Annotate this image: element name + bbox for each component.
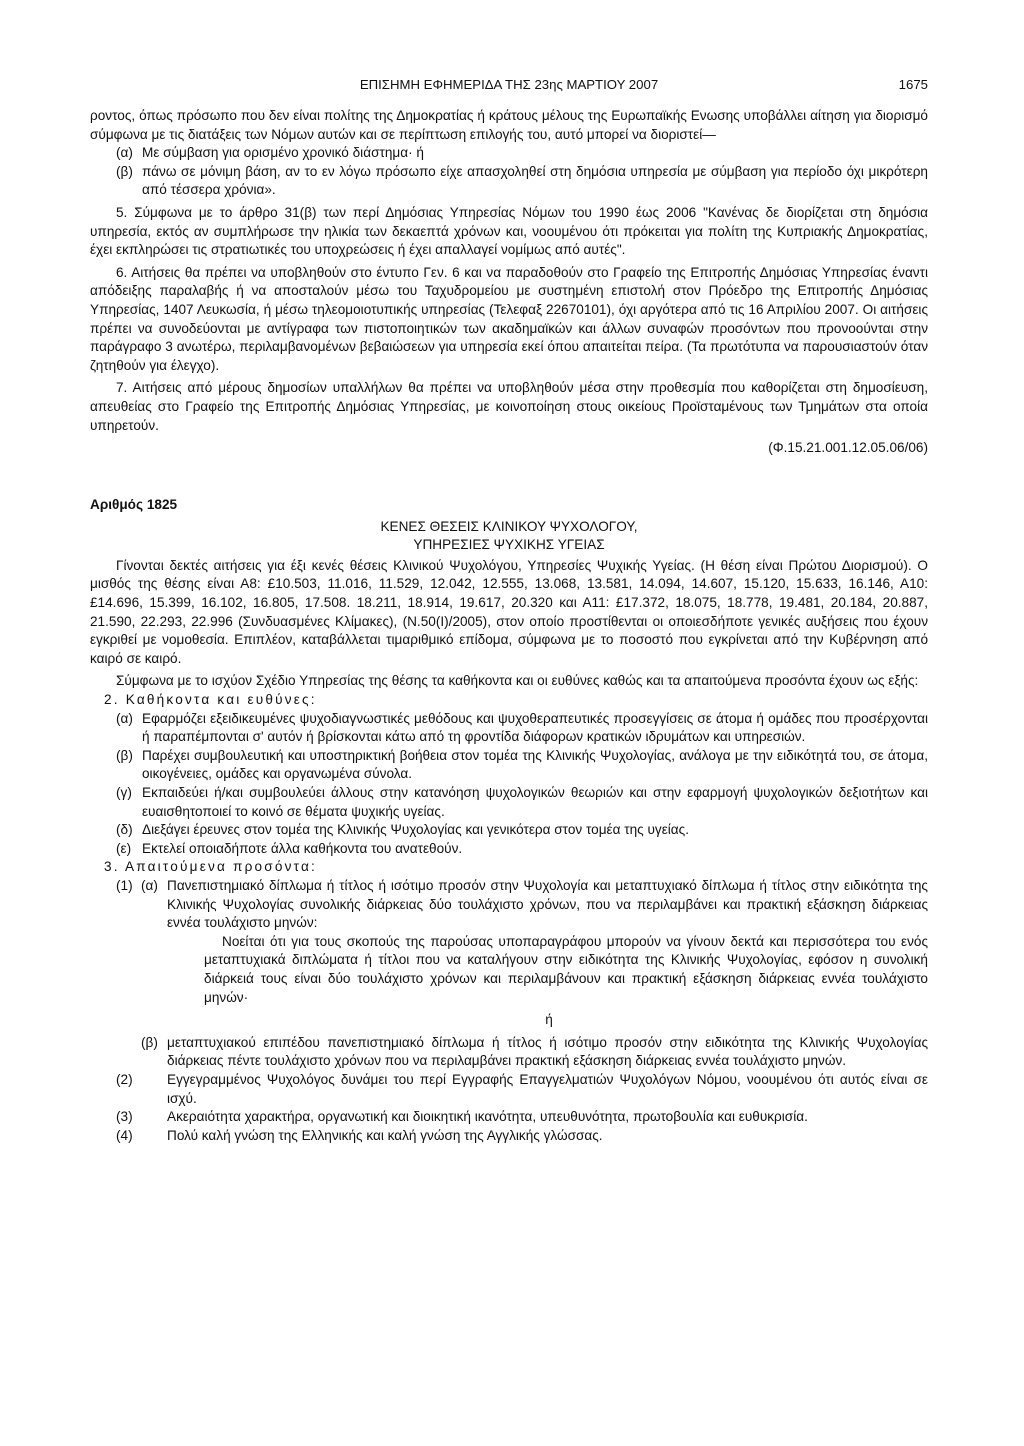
duty-item-a	[90, 710, 928, 747]
notice-title-line-1: ΚΕΝΕΣ ΘΕΣΕΙΣ ΚΛΙΝΙΚΟΥ ΨΥΧΟΛΟΓΟΥ,	[380, 518, 638, 534]
duty-item-c	[90, 784, 928, 821]
item-label: (γ)	[116, 785, 132, 800]
intro-paragraph: ροντος, όπως πρόσωπο που δεν είναι πολίτης της Δημοκρατίας ή κράτους μέλους της Ευρωπαϊκής Ενωσης υποβάλλει αίτηση για διορισμό σύμφωνα με τις διατάξεις των Νόμων αυτών και σε περίπτωση επιλογής του, αυτό μπορεί να διοριστεί—	[90, 108, 928, 142]
notice-title-line-2: ΥΠΗΡΕΣΙΕΣ ΨΥΧΙΚΗΣ ΥΓΕΙΑΣ	[413, 537, 605, 553]
notice-paragraph-1: Γίνονται δεκτές αιτήσεις για έξι κενές θέσεις Κλινικού Ψυχολόγου, Υπηρεσίες Ψυχικής Υγείας. (Η θέση είναι Πρώτου Διορισμού). Ο μισθός της θέσης είναι Α8: £10.503, 11.016, 11.529, 12.042, 12.555, 13.068, 13.581, 14.094, 14.607, 15.120, 15.633, 16.146, Α10: £14.696, 15.399, 16.102, 16.805, 17.508. 18.211, 18.914, 19.617, 20.320 και Α11: £17.372, 18.075, 18.778, 19.481, 20.184, 20.887, 21.590, 22.293, 22.996 (Συνδυασμένες Κλίμακες), (Ν.50(Ι)/2005), στον οποίο προστίθενται οι οποιεσδήποτε γενικές αυξήσεις που έχουν εγκριθεί με νομοθεσία. Επιπλέον, καταβάλλεται τιμαριθμικό επίδομα, σύμφωνα με το ποσοστό που εγκρίνεται από την Κυβέρνηση από καιρό σε καιρό.	[90, 557, 928, 666]
notice-paragraph-2: Σύμφωνα με το ισχύον Σχέδιο Υπηρεσίας της θέσης τα καθήκοντα και οι ευθύνες καθώς και τα απαιτούμενα προσόντα έχουν ως εξής:	[116, 673, 919, 689]
intro-item-b	[90, 163, 928, 200]
paragraph-5: 5. Σύμφωνα με το άρθρο 31(β) των περί Δημόσιας Υπηρεσίας Νόμων του 1990 έως 2006 "Κανένας δε διορίζεται στη δημόσια υπηρεσία, εκτός αν συμπλήρωσε την ηλικία των δεκαεπτά χρόνων και, νοουμένου ότι πρόκειται για πολίτη της Κυπριακής Δημοκρατίας, έχει εκπληρώσει τις στρατιωτικές του υποχρεώσεις ή έχει απαλλαγεί νομίμως από αυτές".	[90, 204, 928, 258]
duty-item-b	[90, 747, 928, 784]
item-text: Παρέχει συμβουλευτική και υποστηρικτική βοήθεια στον τομέα της Κλινικής Ψυχολογίας, ανάλογα με την ειδικότητά του, σε άτομα, οικογένειες, ομάδες και οργανωμένα σύνολα.	[142, 747, 928, 782]
qualification-sub-label: (β)	[141, 1034, 158, 1050]
qualification-text: Εγγεγραμμένος Ψυχολόγος δυνάμει του περί Εγγραφής Επαγγελματιών Ψυχολόγων Νόμου, νοουμένου ότι αυτός είναι σε ισχύ.	[167, 1071, 928, 1106]
duty-item-d	[90, 821, 928, 840]
qualification-number: (3)	[116, 1109, 133, 1125]
item-text: Με σύμβαση για ορισμένο χρονικό διάστημα· ή	[142, 145, 424, 161]
document-page	[90, 76, 928, 1145]
item-text: Εκπαιδεύει ή/και συμβουλεύει άλλους στην κατανόηση ψυχολογικών θεωριών και στην εφαρμογή ψυχολογικών δεξιοτήτων και ευαισθητοποιεί το κοινό σε θέματα ψυχικής υγείας.	[142, 785, 928, 819]
intro-item-a	[90, 144, 928, 163]
item-text: Διεξάγει έρευνες στον τομέα της Κλινικής Ψυχολογίας και γενικότερα στον τομέα της υγείας.	[142, 822, 689, 838]
item-label: (ε)	[116, 840, 132, 856]
item-text: πάνω σε μόνιμη βάση, αν το εν λόγω πρόσωπο είχε απασχοληθεί στη δημόσια υπηρεσία με σύμβαση για περίοδο όχι μικρότερη από τέσσερα χρόνια».	[142, 163, 928, 198]
item-label: (δ)	[116, 822, 133, 838]
qualification-text: Πανεπιστημιακό δίπλωμα ή τίτλος ή ισότιμο προσόν στην Ψυχολογία και μεταπτυχιακό δίπλωμα ή τίτλος στην ειδικότητα της Κλινικής Ψυχολογίας συνολικής διάρκειας δύο τουλάχιστο χρόνων, που να περιλαμβάνει και πρακτική εξάσκηση διάρκειας εννέα τουλάχιστο μηνών:	[167, 877, 928, 931]
duties-heading: 2. Καθήκοντα και ευθύνες:	[104, 692, 317, 708]
item-label: (α)	[116, 145, 133, 161]
qualifications-heading: 3. Απαιτούμενα προσόντα:	[104, 859, 318, 875]
qualification-3	[90, 1108, 928, 1127]
qualification-number: (1)	[116, 877, 133, 893]
qualification-sub-label: (α)	[141, 877, 158, 893]
qualification-1a	[90, 877, 928, 933]
item-text: Εφαρμόζει εξειδικευμένες ψυχοδιαγνωστικές μεθόδους και ψυχοθεραπευτικές προσεγγίσεις σε άτομα ή ομάδες που προσέρχονται ή παραπέμπονται σ' αυτόν ή βρίσκονται κάτω από τη φροντίδα διάφορων κρατικών ιδρυμάτων και υπηρεσιών.	[142, 710, 928, 745]
page-number: 1675	[898, 77, 928, 92]
qualification-4	[90, 1127, 928, 1146]
qualification-2	[90, 1071, 928, 1108]
paragraph-7: 7. Αιτήσεις από μέρους δημοσίων υπαλλήλων θα πρέπει να υποβληθούν μέσα στην προθεσμία που καθορίζεται στη δημοσίευση, απευθείας στο Γραφείο της Επιτροπής Δημόσιας Υπηρεσίας, με κοινοποίηση στους οικείους Προϊσταμένους των Τμημάτων στα οποία υπηρετούν.	[90, 380, 928, 433]
qualification-note: Νοείται ότι για τους σκοπούς της παρούσας υποπαραγράφου μπορούν να γίνουν δεκτά και περισσότερα του ενός μεταπτυχιακά διπλώματα ή τίτλοι που να καταλήγουν στην ειδικότητα της Κλινικής Ψυχολογίας, εφόσον η συνολική διάρκειά τους είναι δύο τουλάχιστο χρόνων και περιλαμβάνουν και πρακτική εξάσκηση διάρκειας εννέα τουλάχιστο μηνών·	[204, 933, 928, 1005]
qualification-number: (4)	[116, 1127, 133, 1143]
qualification-number: (2)	[116, 1071, 133, 1087]
or-separator: ή	[545, 1012, 553, 1028]
page-header	[90, 76, 928, 96]
gazette-title: ΕΠΙΣΗΜΗ ΕΦΗΜΕΡΙΔΑ ΤΗΣ 23ης ΜΑΡΤΙΟΥ 2007	[359, 77, 659, 92]
qualification-text: Ακεραιότητα χαρακτήρα, οργανωτική και διοικητική ικανότητα, υπευθυνότητα, πρωτοβουλία και ευθυκρισία.	[167, 1109, 808, 1125]
item-label: (β)	[116, 163, 133, 179]
qualification-1b	[90, 1034, 928, 1071]
item-label: (α)	[116, 710, 133, 726]
file-reference: (Φ.15.21.001.12.05.06/06)	[768, 440, 928, 456]
paragraph-6: 6. Αιτήσεις θα πρέπει να υποβληθούν στο έντυπο Γεν. 6 και να παραδοθούν στο Γραφείο της Επιτροπής Δημόσιας Υπηρεσίας έναντι απόδειξης παραλαβής ή να αποσταλούν μέσω του Ταχυδρομείου με συστημένη επιστολή στον Πρόεδρο της Επιτροπής Δημόσιας Υπηρεσίας, 1407 Λευκωσία, ή μέσω τηλεομοιοτυπικής υπηρεσίας (Τελεφαξ 22670101), όχι αργότερα από τις 16 Απριλίου 2007. Οι αιτήσεις πρέπει να συνοδεύονται με αντίγραφα των πιστοποιητικών των ακαδημαϊκών και άλλων συναφών προσόντων που προνοούνται στην παράγραφο 3 ανωτέρω, περιλαμβανομένων βεβαιώσεων για υπηρεσία εκεί όπου απαιτείται πείρα. (Τα πρωτότυπα να παρουσιαστούν όταν ζητηθούν για έλεγχο).	[90, 264, 928, 373]
duty-item-e	[90, 840, 928, 859]
item-label: (β)	[116, 747, 133, 763]
item-text: Εκτελεί οποιαδήποτε άλλα καθήκοντα του ανατεθούν.	[142, 840, 463, 856]
qualification-text: μεταπτυχιακού επιπέδου πανεπιστημιακό δίπλωμα ή τίτλος ή ισότιμο προσόν στην ειδικότητα της Κλινικής Ψυχολογίας διάρκειας πέντε τουλάχιστο χρόνων που να περιλαμβάνει πρακτική εξάσκηση διάρκειας εννέα τουλάχιστο μηνών.	[167, 1034, 928, 1069]
notice-number: Αριθμός 1825	[90, 496, 178, 512]
qualification-text: Πολύ καλή γνώση της Ελληνικής και καλή γνώση της Αγγλικής γλώσσας.	[167, 1127, 603, 1143]
